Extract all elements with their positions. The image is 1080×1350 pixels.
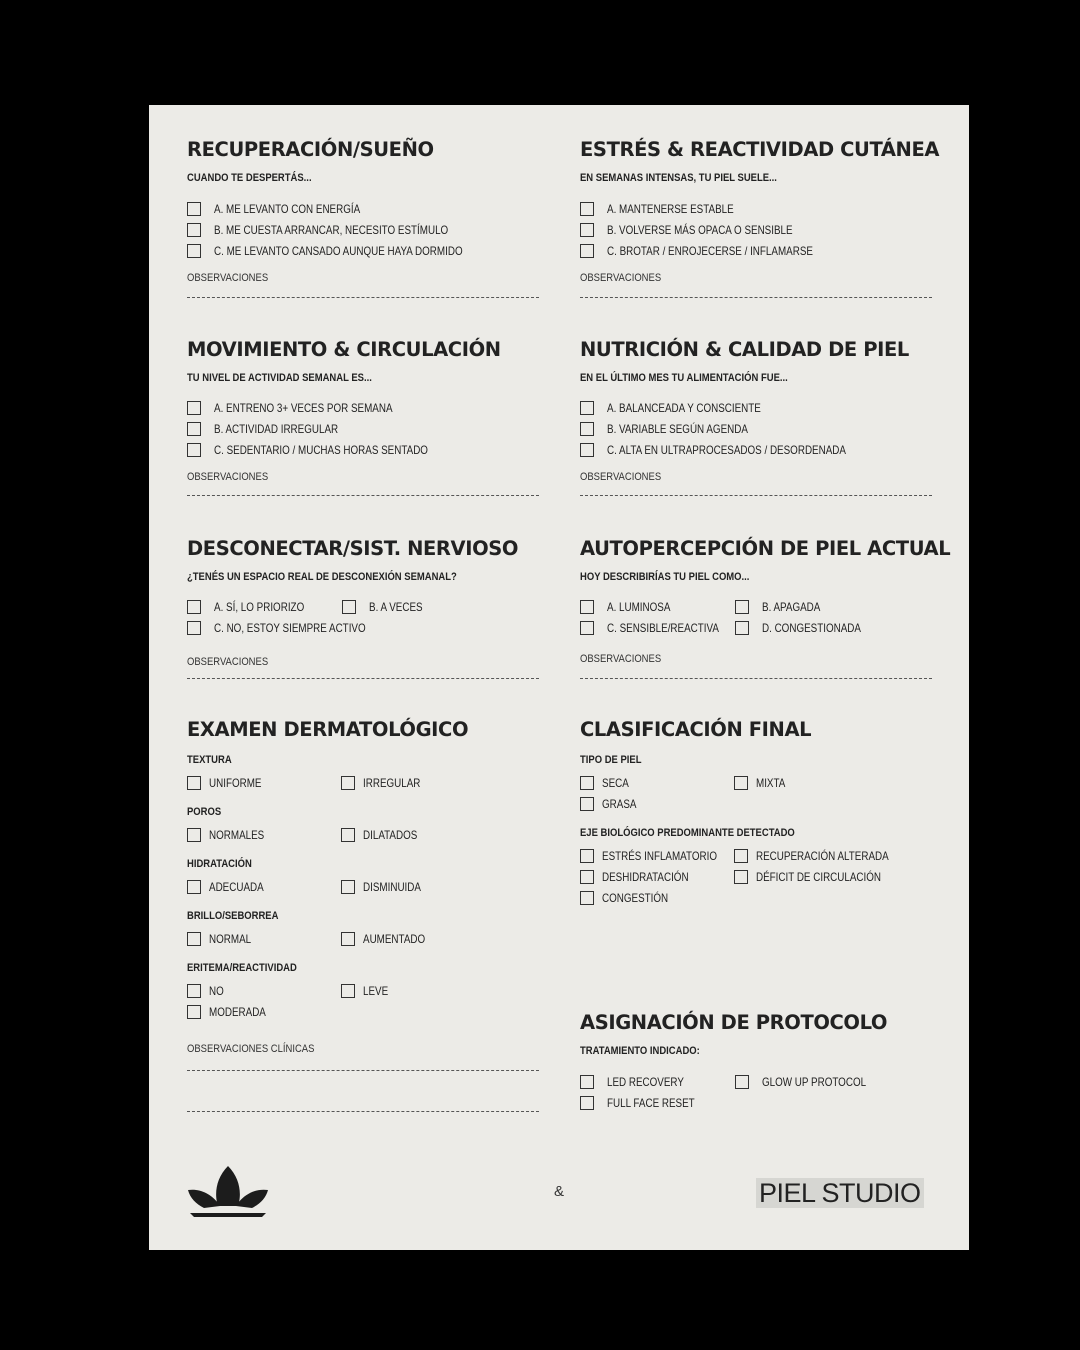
checkbox[interactable]: [735, 600, 749, 614]
observations-line[interactable]: [580, 297, 932, 298]
option-erythema-no[interactable]: NO: [187, 983, 341, 998]
checkbox[interactable]: [580, 401, 594, 415]
brand-wordmark: PIEL STUDIO: [756, 1178, 924, 1208]
checkbox[interactable]: [580, 244, 594, 258]
option-nervous-b[interactable]: B. A VECES: [342, 599, 512, 614]
section-title: MOVIMIENTO & CIRCULACIÓN: [187, 338, 501, 361]
group-label-hydration: HIDRATACIÓN: [187, 858, 252, 870]
checkbox[interactable]: [341, 880, 355, 894]
checkbox[interactable]: [187, 776, 201, 790]
option-skin-dry[interactable]: SECA: [580, 775, 734, 790]
section-title: CLASIFICACIÓN FINAL: [580, 718, 812, 741]
option-nutrition-a[interactable]: A. BALANCEADA Y CONSCIENTE: [580, 400, 909, 415]
checkbox[interactable]: [187, 244, 201, 258]
checkbox[interactable]: [580, 891, 594, 905]
observations-label: OBSERVACIONES: [580, 471, 662, 483]
option-erythema-mild[interactable]: LEVE: [341, 983, 511, 998]
checkbox[interactable]: [580, 1096, 594, 1110]
questionnaire-sheet: [149, 105, 969, 1250]
section-title: EXAMEN DERMATOLÓGICO: [187, 718, 469, 741]
observations-line[interactable]: [187, 495, 539, 496]
clinical-observations-line-1[interactable]: [187, 1070, 539, 1071]
option-pores-normal[interactable]: NORMALES: [187, 827, 341, 842]
section-nervous-system: [187, 537, 518, 669]
observations-line[interactable]: [187, 297, 539, 298]
option-sleep-c[interactable]: C. ME LEVANTO CANSADO AUNQUE HAYA DORMIDO: [187, 243, 517, 258]
checkbox[interactable]: [187, 932, 201, 946]
checkbox[interactable]: [187, 443, 201, 457]
checkbox[interactable]: [580, 422, 594, 436]
checkbox[interactable]: [187, 828, 201, 842]
observations-line[interactable]: [580, 495, 932, 496]
checkbox[interactable]: [580, 797, 594, 811]
checkbox[interactable]: [341, 828, 355, 842]
checkbox[interactable]: [187, 984, 201, 998]
observations-label: OBSERVACIONES: [580, 653, 662, 665]
checkbox[interactable]: [580, 1075, 594, 1089]
observations-label: OBSERVACIONES: [580, 272, 662, 284]
option-stress-c[interactable]: C. BROTAR / ENROJECERSE / INFLAMARSE: [580, 243, 939, 258]
option-axis-congestion[interactable]: CONGESTIÓN: [580, 890, 734, 905]
section-title: DESCONECTAR/SIST. NERVIOSO: [187, 537, 519, 560]
section-self-perception: [580, 537, 950, 666]
observations-label: OBSERVACIONES: [187, 471, 269, 483]
checkbox[interactable]: [187, 401, 201, 415]
section-derm-exam: [187, 718, 511, 1056]
observations-line[interactable]: [187, 678, 539, 679]
checkbox[interactable]: [580, 870, 594, 884]
option-axis-dehydration[interactable]: DESHIDRATACIÓN: [580, 869, 734, 884]
checkbox[interactable]: [342, 600, 356, 614]
option-led-recovery[interactable]: LED RECOVERY: [580, 1074, 735, 1089]
group-label-erythema: ERITEMA/REACTIVIDAD: [187, 962, 297, 974]
option-hydration-reduced[interactable]: DISMINUIDA: [341, 879, 511, 894]
section-title: NUTRICIÓN & CALIDAD DE PIEL: [580, 338, 909, 361]
observations-label: OBSERVACIONES: [187, 272, 269, 284]
trefoil-logo-icon: [186, 1164, 270, 1222]
option-self-b[interactable]: B. APAGADA: [735, 599, 905, 614]
checkbox[interactable]: [734, 776, 748, 790]
section-question: TRATAMIENTO INDICADO:: [580, 1045, 700, 1057]
group-label-pores: POROS: [187, 806, 222, 818]
section-protocol-assignment: [580, 1011, 905, 1110]
checkbox[interactable]: [187, 880, 201, 894]
skin-type-label: TIPO DE PIEL: [580, 754, 642, 766]
section-title: AUTOPERCEPCIÓN DE PIEL ACTUAL: [580, 537, 951, 560]
checkbox[interactable]: [187, 202, 201, 216]
checkbox[interactable]: [341, 984, 355, 998]
option-glow-up[interactable]: GLOW UP PROTOCOL: [735, 1074, 905, 1089]
option-skin-oily[interactable]: GRASA: [580, 796, 734, 811]
option-sleep-b[interactable]: B. ME CUESTA ARRANCAR, NECESITO ESTÍMULO: [187, 222, 517, 237]
checkbox[interactable]: [580, 223, 594, 237]
option-movement-b[interactable]: B. ACTIVIDAD IRREGULAR: [187, 421, 501, 436]
section-stress-reactivity: [580, 138, 939, 285]
option-texture-irregular[interactable]: IRREGULAR: [341, 775, 511, 790]
section-recovery-sleep: [187, 138, 517, 285]
section-title: ESTRÉS & REACTIVIDAD CUTÁNEA: [580, 138, 940, 161]
option-sleep-a[interactable]: A. ME LEVANTO CON ENERGÍA: [187, 201, 517, 216]
checkbox[interactable]: [187, 223, 201, 237]
section-question: CUANDO TE DESPERTÁS...: [187, 172, 312, 184]
section-question: ¿TENÉS UN ESPACIO REAL DE DESCONEXIÓN SEMANAL?: [187, 571, 457, 583]
section-movement: [187, 338, 501, 484]
option-nutrition-b[interactable]: B. VARIABLE SEGÚN AGENDA: [580, 421, 909, 436]
checkbox[interactable]: [735, 1075, 749, 1089]
option-axis-inflammatory[interactable]: ESTRÉS INFLAMATORIO: [580, 848, 734, 863]
option-shine-normal[interactable]: NORMAL: [187, 931, 341, 946]
checkbox[interactable]: [735, 621, 749, 635]
option-pores-dilated[interactable]: DILATADOS: [341, 827, 511, 842]
section-question: EN SEMANAS INTENSAS, TU PIEL SUELE...: [580, 172, 777, 184]
checkbox[interactable]: [580, 600, 594, 614]
option-erythema-moderate[interactable]: MODERADA: [187, 1004, 341, 1019]
option-nervous-c[interactable]: C. NO, ESTOY SIEMPRE ACTIVO: [187, 620, 342, 635]
option-nervous-a[interactable]: A. SÍ, LO PRIORIZO: [187, 599, 342, 614]
biological-axis-label: EJE BIOLÓGICO PREDOMINANTE DETECTADO: [580, 827, 795, 839]
checkbox[interactable]: [580, 443, 594, 457]
checkbox[interactable]: [187, 422, 201, 436]
option-stress-b[interactable]: B. VOLVERSE MÁS OPACA O SENSIBLE: [580, 222, 939, 237]
checkbox[interactable]: [187, 1005, 201, 1019]
checkbox[interactable]: [734, 870, 748, 884]
clinical-observations-line-2[interactable]: [187, 1111, 539, 1112]
section-nutrition: [580, 338, 909, 484]
option-axis-recovery[interactable]: RECUPERACIÓN ALTERADA: [734, 848, 914, 863]
checkbox[interactable]: [580, 202, 594, 216]
checkbox[interactable]: [341, 776, 355, 790]
section-question: HOY DESCRIBIRÍAS TU PIEL COMO...: [580, 571, 750, 583]
option-self-c[interactable]: C. SENSIBLE/REACTIVA: [580, 620, 735, 635]
checkbox[interactable]: [734, 849, 748, 863]
checkbox[interactable]: [341, 932, 355, 946]
option-movement-a[interactable]: A. ENTRENO 3+ VECES POR SEMANA: [187, 400, 501, 415]
option-skin-combination[interactable]: MIXTA: [734, 775, 914, 790]
option-self-d[interactable]: D. CONGESTIONADA: [735, 620, 905, 635]
checkbox[interactable]: [187, 600, 201, 614]
option-self-a[interactable]: A. LUMINOSA: [580, 599, 735, 614]
observations-label: OBSERVACIONES: [187, 656, 269, 668]
observations-line[interactable]: [580, 678, 932, 679]
option-nutrition-c[interactable]: C. ALTA EN ULTRAPROCESADOS / DESORDENADA: [580, 442, 909, 457]
section-question: TU NIVEL DE ACTIVIDAD SEMANAL ES...: [187, 372, 372, 384]
section-final-classification: [580, 718, 914, 905]
section-title: ASIGNACIÓN DE PROTOCOLO: [580, 1011, 888, 1034]
clinical-observations-label: OBSERVACIONES CLÍNICAS: [187, 1043, 315, 1055]
section-question: EN EL ÚLTIMO MES TU ALIMENTACIÓN FUE...: [580, 372, 788, 384]
option-movement-c[interactable]: C. SEDENTARIO / MUCHAS HORAS SENTADO: [187, 442, 501, 457]
section-title: RECUPERACIÓN/SUEÑO: [187, 138, 434, 161]
group-label-texture: TEXTURA: [187, 754, 232, 766]
checkbox[interactable]: [187, 621, 201, 635]
option-stress-a[interactable]: A. MANTENERSE ESTABLE: [580, 201, 939, 216]
group-label-shine: BRILLO/SEBORREA: [187, 910, 279, 922]
option-shine-increased[interactable]: AUMENTADO: [341, 931, 511, 946]
option-axis-circulation[interactable]: DÉFICIT DE CIRCULACIÓN: [734, 869, 914, 884]
checkbox[interactable]: [580, 849, 594, 863]
checkbox[interactable]: [580, 776, 594, 790]
option-texture-uniform[interactable]: UNIFORME: [187, 775, 341, 790]
option-full-face-reset[interactable]: FULL FACE RESET: [580, 1095, 735, 1110]
ampersand: &: [554, 1183, 565, 1200]
checkbox[interactable]: [580, 621, 594, 635]
option-hydration-adequate[interactable]: ADECUADA: [187, 879, 341, 894]
